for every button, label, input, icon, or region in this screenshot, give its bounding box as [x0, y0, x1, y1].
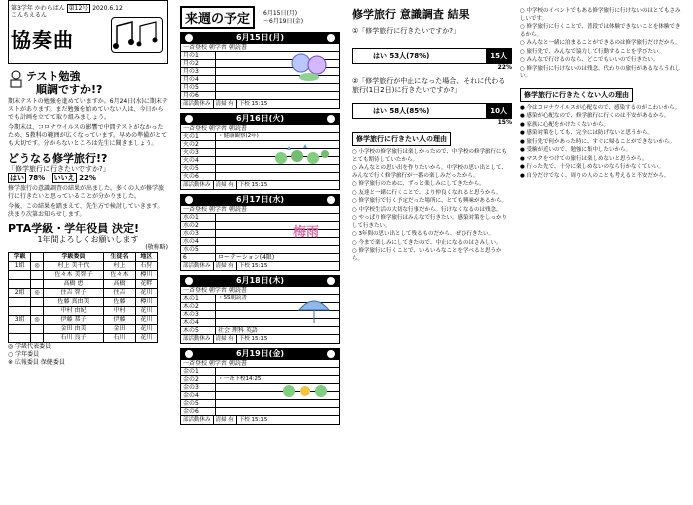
table-row: 佐藤 真由美 佐藤 樽川	[9, 298, 158, 307]
list-item: ○ みんなとの思い出を作りたいから。中学校の思い出として、みんなで行く修学旅行が一番の楽しみだったから。	[352, 165, 507, 179]
list-item: ○ 修学旅行に行くことで、いろいろなことを学べると思うから。	[352, 248, 502, 262]
list-item: ● マスクをつけての旅行は楽しめないと思うから。	[520, 155, 648, 162]
day-title: 6月17日(水)	[235, 195, 284, 204]
issue-date: 2020.6.12	[92, 5, 123, 12]
table-row: 1組 ◎ 村上 美千代 村上 石狩	[9, 262, 158, 271]
day-extra: ローテーション(4限)	[218, 254, 275, 261]
pta-note: (敬称略)	[145, 244, 168, 251]
masthead-ruby: こんちえるん	[11, 12, 48, 19]
test-title-2: 順調ですか!?	[36, 83, 103, 96]
survey-title: 修学旅行 意識調査 結果	[352, 8, 470, 21]
section-notwant-heading: 修学旅行に行きたくない人の理由	[520, 88, 633, 102]
sun-icon	[327, 350, 335, 358]
list-item: ● 旅行先で何かあった時に、すぐに帰ることができないから。	[520, 138, 675, 145]
sun-icon	[185, 277, 193, 285]
trip-yes-pct: 78%	[28, 174, 46, 182]
day-title: 6月19日(金)	[235, 349, 284, 358]
list-item: ● 自分だけでなく、周りの人のことも考えると不安だから。	[520, 172, 670, 179]
survey-column	[352, 0, 512, 505]
list-item: ○ 修学旅行に行けないのは残念。代わりの旅行があるならうれしい。	[520, 65, 681, 79]
pta-footnote-3: ※ 広報委員 保健委員	[8, 359, 65, 366]
table-row: 3組 ◎ 伊藤 恭子 伊藤 花川	[9, 316, 158, 325]
right-column	[520, 0, 685, 505]
trip-para-2: 今後、この結果を踏まえて、先生方で検討していきます。決まり次第お知らせします。	[8, 203, 164, 218]
table-row: 高橋 恵 高橋 花畔	[9, 280, 158, 289]
issue-number: 第12号	[68, 5, 89, 12]
day-block-tue: 6月16日(火) 一斉登校 朝学習 朝読書 火の1 ・健康観察(2年) 火の2 火の3 火の4 火の5 火の6 部活動休み 清掃 有 下校 15:15	[180, 113, 340, 190]
survey-q2: ②「修学旅行が中止になった場合、それに代わる旅行(1日2日)に行きたいですか?」	[352, 77, 506, 94]
survey-q2-yes: はい 58人(85%)	[353, 106, 486, 116]
section-want-heading: 修学旅行に行きたい人の理由	[352, 132, 451, 146]
day-top-row: 一斉登校 朝学習 朝読書	[183, 44, 247, 51]
pta-title: PTA学級・学年役員 決定!	[8, 222, 140, 235]
list-item: ○ みんなで行けるのなら、どこでもいいので行きたい。	[520, 57, 659, 63]
test-title-1: テスト勉強	[26, 70, 81, 83]
survey-q1-bar	[352, 48, 512, 64]
list-item: ○ 今まで楽しみにしてきたので、中止になるのはさみしい。	[352, 239, 502, 246]
sun-icon	[185, 196, 193, 204]
table-row: 石川 良子 石川 花川	[9, 334, 158, 343]
trip-para-1: 修学旅行の意識調査の結果が出ました。多くの人が修学旅行に行きたいと思っていることが分かりました。	[8, 185, 165, 200]
list-item: ● 家族に心配をかけたくないから。	[520, 121, 610, 128]
masthead-box	[8, 0, 168, 64]
survey-q1-no-pct: 22%	[497, 64, 512, 71]
pta-footnote-1: ◎ 学級代表委員	[8, 343, 52, 350]
student-studying-icon	[8, 70, 24, 88]
list-item: ○ 中学校生活の大切な行事だから。行けなくなるのは残念。	[352, 206, 502, 213]
sun-icon	[327, 196, 335, 204]
masthead-title: 協奏曲	[11, 28, 74, 52]
table-row: 金田 由美 金田 花川	[9, 325, 158, 334]
survey-q2-bar	[352, 103, 512, 119]
umbrella-icon	[297, 296, 331, 326]
left-column	[8, 0, 168, 505]
sun-icon	[185, 34, 193, 42]
list-item: ○ 修学旅行に行くことで、普段では体験できないことを体験できるから。	[520, 24, 681, 38]
test-para-2: 今期末は、コロナウイルスの影響で中間テストがなかったため、5教科の範囲が広くなっています。早めの準備がとても大切です。分からないところは先生に聞きましょう。	[8, 124, 168, 147]
schedule-title: 来週の予定	[180, 6, 255, 29]
raindrops-icon	[271, 142, 331, 168]
day-block-thu: 6月18日(木) 一斉登校 朝学習 朝読書 木の1 ・SS朝読書 木の2 木の3 木の4 木の5 社会 理科 英語 部活動休み 清掃 有 下校 15:15	[180, 275, 340, 344]
list-item: ○ 修学旅行で行く予定だった場所に、とても興味があるから。	[352, 198, 508, 204]
sun-icon	[327, 34, 335, 42]
trip-article	[8, 152, 168, 219]
pta-header-row: 学級 学級委員 生徒名 地区	[9, 253, 158, 262]
school-name: 第3学年 かわらばん	[11, 5, 65, 12]
trip-question: 「修学旅行に行きたいですか?」	[8, 165, 110, 173]
table-row: 2組 ◎ 住吉 智子 住吉 花川	[9, 289, 158, 298]
day-block-fri: 6月19日(金) 一斉登校 朝学習 朝読書 金の1 金の2 ・一斉下校14:25 金の3 金の4 金の5 金の6 部活動休み 清掃 有 下校 15:15	[180, 348, 340, 425]
list-item: ○ 修学旅行のために、ずっと楽しみにしてきたから。	[352, 181, 485, 187]
sun-icon	[185, 350, 193, 358]
pta-section	[8, 222, 168, 367]
day-title: 6月18日(木)	[235, 276, 284, 285]
schedule-range: 6月15日(月) 〜6月19日(金)	[263, 9, 304, 25]
table-row: 中村 由紀 中村 花川	[9, 307, 158, 316]
list-item: ● 今はコロナウイルスが心配なので、感染するのがこわいから。	[520, 104, 681, 111]
trip-no-label: いいえ	[53, 174, 75, 182]
pta-footnote-2: ○ 学年委員	[8, 351, 40, 358]
day-title: 6月15日(月)	[235, 33, 284, 42]
test-article	[8, 70, 168, 148]
list-item: ○ やっぱり修学旅行はみんなで行きたい。感染対策をしっかりして行きたい。	[352, 215, 508, 229]
trip-yes-label: はい	[10, 174, 24, 182]
list-item: ○ みんなと一緒に泊まることができるのは修学旅行だけだから。	[520, 40, 681, 46]
pta-subtitle: 1年間よろしくお願いします	[37, 235, 139, 244]
list-item: ○ 中学校のイベントでもある修学旅行に行けないのはとてもさみしいです。	[520, 8, 681, 22]
pta-table	[8, 252, 158, 343]
list-item: ○ 友達と一緒に行くことで、より仲良くなれると思うから。	[352, 189, 502, 196]
rainy-season-label: 梅雨	[292, 225, 319, 240]
music-notes-icon	[111, 17, 163, 53]
list-item: ● 感染対策をしても、完全には防げないと思うから。	[520, 130, 654, 136]
list-item: ● 受験が近いので、勉強に集中したいから。	[520, 147, 631, 153]
list-item: ● 行った先で、十分に楽しめないのなら行かなくていい。	[520, 164, 664, 170]
survey-q1-yes: はい 53人(78%)	[353, 51, 486, 61]
trip-no-pct: 22%	[79, 174, 96, 182]
list-item: ● 感染が心配なので、修学旅行に行くのは不安があるから。	[520, 113, 670, 119]
day-event: ・健康観察(2年)	[218, 133, 259, 139]
frog-icon	[281, 379, 333, 399]
trip-title: どうなる修学旅行!?	[8, 152, 108, 165]
survey-q1: ①「修学旅行に行きたいですか?」	[352, 27, 460, 35]
list-item: ○ 旅行先で、みんなで協力して行動することを学びたい。	[520, 48, 664, 55]
test-para-1: 期末テストの勉強を進めていますか。6月24日(水)に期末テストがあります。まだ勉強を始めていない人は、今日からでも計画を立てて取り組みましょう。	[8, 98, 168, 121]
day-block-mon: 6月15日(月) 一斉登校 朝学習 朝読書 月の1 月の2 月の3 月の4 月の5 月の6 部活動休み 清掃 有 下校 15:15	[180, 32, 340, 109]
sun-icon	[327, 115, 335, 123]
list-item: ○ 小学校の修学旅行は楽しかったので、中学校の修学旅行にもとても期待していたから。	[352, 149, 507, 163]
list-item: ○ 3年間の思い出として残るものだから、ぜひ行きたい。	[352, 231, 495, 237]
day-title: 6月16日(火)	[235, 114, 284, 123]
sun-icon	[185, 115, 193, 123]
survey-q1-no: 15人	[486, 49, 511, 63]
sun-icon	[327, 277, 335, 285]
survey-q2-no: 10人	[486, 104, 511, 118]
hydrangea-icon	[289, 51, 331, 81]
table-row: 佐々木 美智子 佐々木 樽川	[9, 271, 158, 280]
schedule-column	[180, 0, 340, 505]
survey-q2-no-pct: 15%	[497, 119, 512, 126]
day-block-wed: 6月17日(水) 一斉登校 朝学習 朝読書 水の1 水の2 水の3 水の4 水の5 6 ローテーション(4限) 部活動休み 清掃 有 下校 15:15 梅雨	[180, 194, 340, 271]
